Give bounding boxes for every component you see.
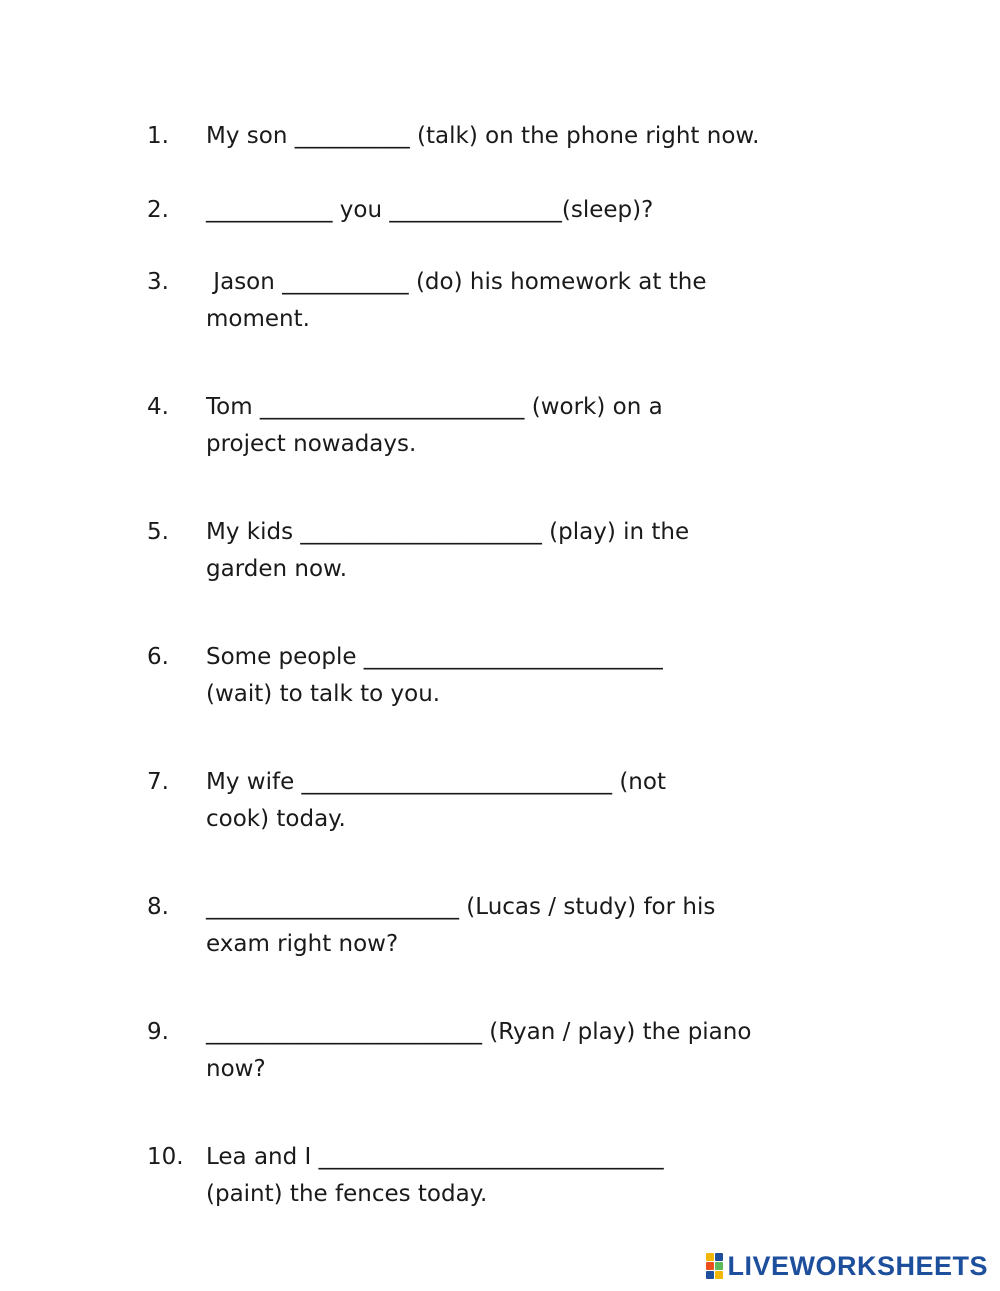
question-number: 5. — [147, 519, 169, 545]
question-number: 7. — [147, 769, 169, 795]
question-number: 3. — [147, 269, 169, 295]
question-6 — [147, 639, 907, 713]
question-4 — [147, 389, 907, 463]
question-text-line1: ______________________ (Lucas / study) for his — [206, 894, 716, 920]
question-text-line2: project nowadays. — [206, 431, 417, 457]
logo-block — [715, 1253, 723, 1261]
question-text-line2: now? — [206, 1056, 266, 1082]
question-number: 4. — [147, 394, 169, 420]
question-text-line1: ___________ you _______________(sleep)? — [206, 197, 654, 223]
question-number: 8. — [147, 894, 169, 920]
logo-block — [715, 1271, 723, 1279]
question-8 — [147, 889, 907, 963]
question-text-line1: My kids _____________________ (play) in the — [206, 519, 690, 545]
question-text-line1: ________________________ (Ryan / play) the piano — [206, 1019, 752, 1045]
question-text-line2: (paint) the fences today. — [206, 1181, 488, 1207]
question-text-line1: My son __________ (talk) on the phone right now. — [206, 123, 760, 149]
question-number: 2. — [147, 197, 169, 223]
liveworksheets-logo — [706, 1251, 988, 1281]
question-number: 10. — [147, 1144, 184, 1170]
logo-block — [706, 1271, 714, 1279]
question-text-line2: cook) today. — [206, 806, 346, 832]
question-2 — [147, 192, 907, 229]
question-text-line2: garden now. — [206, 556, 348, 582]
logo-blocks-icon — [706, 1253, 723, 1279]
question-text-line1: Jason ___________ (do) his homework at the — [206, 269, 707, 295]
logo-block — [706, 1253, 714, 1261]
logo-text: LIVEWORKSHEETS — [727, 1250, 988, 1281]
question-number: 6. — [147, 644, 169, 670]
question-1 — [147, 118, 907, 155]
question-text-line1: My wife ___________________________ (not — [206, 769, 666, 795]
question-7 — [147, 764, 907, 838]
question-text-line1: Tom _______________________ (work) on a — [206, 394, 663, 420]
logo-block — [706, 1262, 714, 1270]
question-text-line2: moment. — [206, 306, 310, 332]
logo-block — [715, 1262, 723, 1270]
question-5 — [147, 514, 907, 588]
question-text-line1: Lea and I ______________________________ — [206, 1144, 664, 1170]
question-10 — [147, 1139, 907, 1213]
question-9 — [147, 1014, 907, 1088]
question-number: 1. — [147, 123, 169, 149]
question-number: 9. — [147, 1019, 169, 1045]
question-text-line1: Some people __________________________ — [206, 644, 663, 670]
question-text-line2: exam right now? — [206, 931, 399, 957]
question-3 — [147, 264, 907, 338]
question-text-line2: (wait) to talk to you. — [206, 681, 441, 707]
